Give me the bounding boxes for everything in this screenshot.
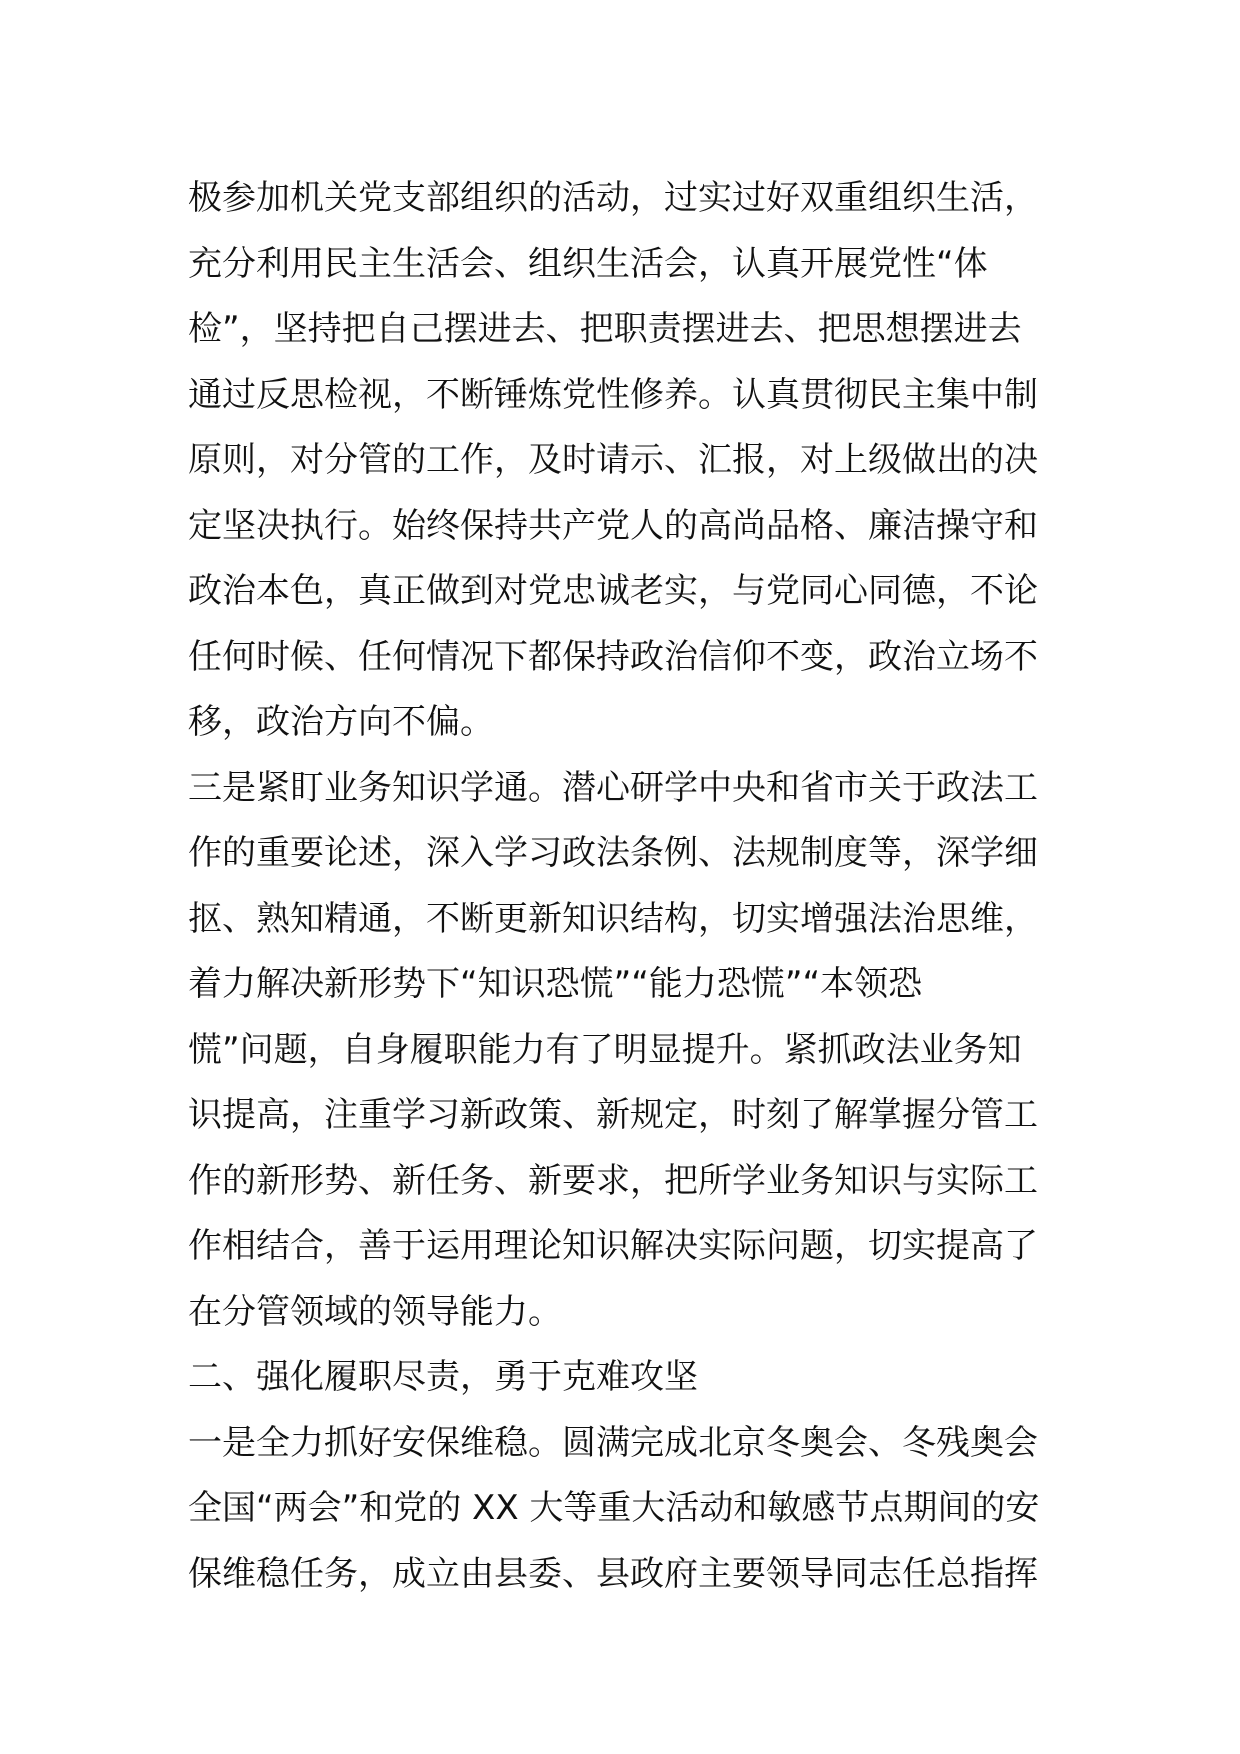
text-line: 政治本色，真正做到对党忠诚老实，与党同心同德，不论 bbox=[188, 571, 1038, 611]
text-line: 三是紧盯业务知识学通。潜心研学中央和省市关于政法工 bbox=[188, 767, 1038, 808]
document-body bbox=[188, 166, 1060, 1607]
text-line: 通过反思检视，不断锤炼党性修养。认真贯彻民主集中制 bbox=[188, 374, 1038, 415]
text-line: 抠、熟知精通，不断更新知识结构，切实增强法治思维， bbox=[188, 898, 1038, 939]
text-line: 着力解决新形势下“知识恐慌”“能力恐慌”“本领恐 bbox=[188, 964, 923, 1004]
text-line: 任何时候、任何情况下都保持政治信仰不变，政治立场不 bbox=[188, 636, 1038, 677]
text-line: 保维稳任务，成立由县委、县政府主要领导同志任总指挥 bbox=[188, 1553, 1038, 1594]
text-line: 作的新形势、新任务、新要求，把所学业务知识与实际工 bbox=[188, 1160, 1038, 1201]
text-line: 极参加机关党支部组织的活动，过实过好双重组织生活， bbox=[188, 178, 1038, 218]
text-line: 作相结合，善于运用理论知识解决实际问题，切实提高了 bbox=[188, 1226, 1038, 1266]
text-line: 移，政治方向不偏。 bbox=[188, 702, 494, 742]
text-line: 全国“两会”和党的 XX 大等重大活动和敏感节点期间的安 bbox=[188, 1488, 1040, 1528]
text-line: 检”，坚持把自己摆进去、把职责摆进去、把思想摆进去 bbox=[188, 309, 1022, 349]
text-line: 充分利用民主生活会、组织生活会，认真开展党性“体 bbox=[188, 243, 988, 284]
text-line: 在分管领域的领导能力。 bbox=[188, 1291, 562, 1332]
text-line: 识提高，注重学习新政策、新规定，时刻了解掌握分管工 bbox=[188, 1095, 1038, 1135]
text-line: 作的重要论述，深入学习政法条例、法规制度等，深学细 bbox=[188, 833, 1038, 873]
text-line: 慌”问题，自身履职能力有了明显提升。紧抓政法业务知 bbox=[188, 1029, 1022, 1070]
text-line: 原则，对分管的工作，及时请示、汇报，对上级做出的决 bbox=[188, 440, 1038, 480]
text-line: 定坚决执行。始终保持共产党人的高尚品格、廉洁操守和 bbox=[188, 505, 1038, 546]
text-line: 一是全力抓好安保维稳。圆满完成北京冬奥会、冬残奥会 bbox=[188, 1422, 1038, 1463]
section-heading: 二、强化履职尽责，勇于克难攻坚 bbox=[188, 1357, 698, 1397]
